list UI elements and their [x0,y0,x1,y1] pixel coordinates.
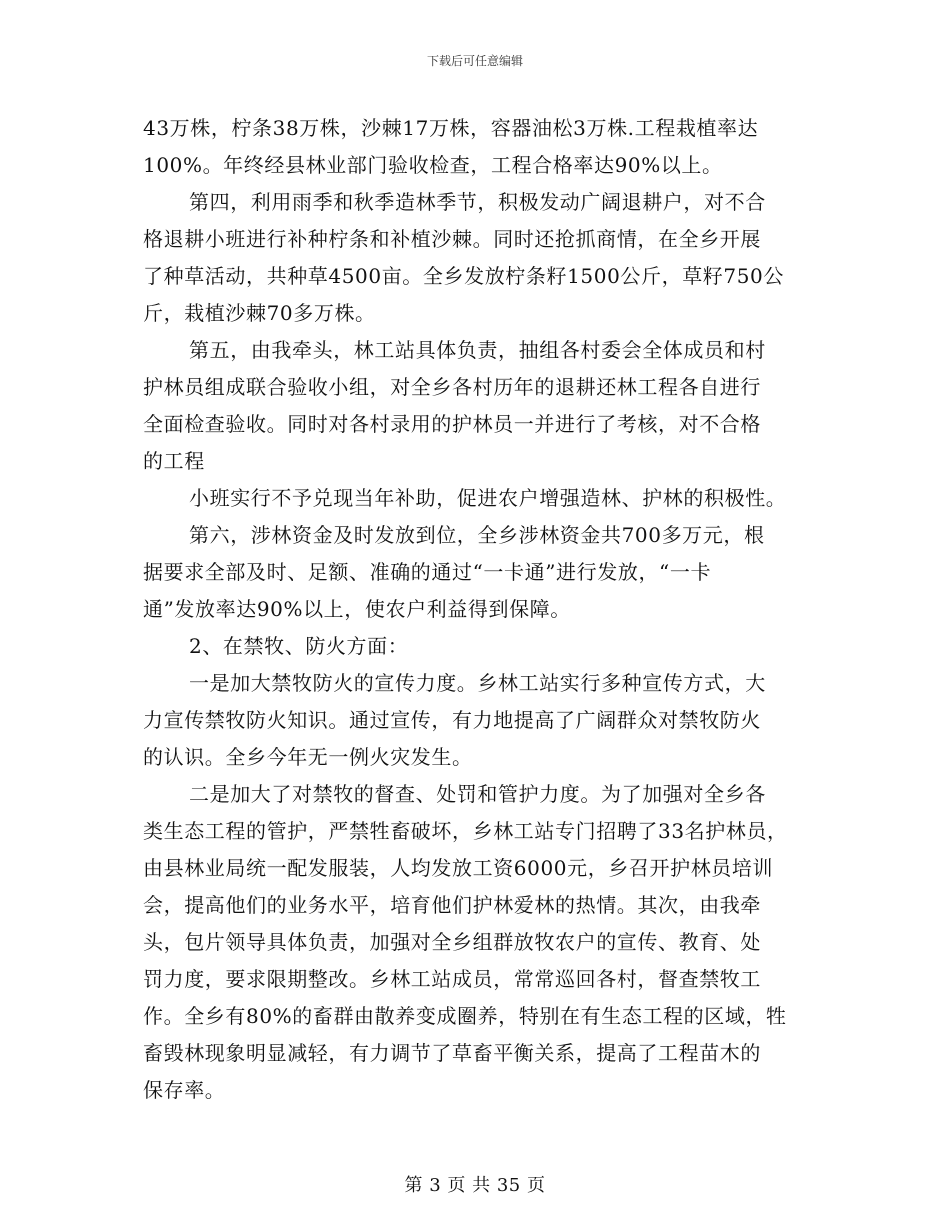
text-line: 全面检查验收。同时对各村录用的护林员一并进行了考核，对不合格 [143,412,761,436]
text-line: 第六，涉林资金及时发放到位，全乡涉林资金共700多万元，根 [189,523,765,547]
page-header: 下载后可任意编辑 [426,54,523,68]
text-line: 小班实行不予兑现当年补助，促进农户增强造林、护林的积极性。 [189,486,787,510]
text-line: 了种草活动，共种草4500亩。全乡发放柠条籽1500公斤，草籽750公 [143,264,784,288]
text-line: 会，提高他们的业务水平，培育他们护林爱林的热情。其次，由我牵 [143,893,761,917]
page-footer: 第 3 页 共 35 页 [404,1175,546,1196]
text-line: 格退耕小班进行补种柠条和补植沙棘。同时还抢抓商情，在全乡开展 [143,227,761,251]
text-line: 第五，由我牵头，林工站具体负责，抽组各村委会全体成员和村 [189,338,766,362]
section-heading: 2、在禁牧、防火方面： [189,634,409,658]
text-line: 的工程 [143,449,205,473]
text-line: 第四，利用雨季和秋季造林季节，积极发动广阔退耕户，对不合 [189,190,766,214]
document-body [143,110,813,1109]
text-line: 保存率。 [143,1078,226,1102]
text-line: 由县林业局统一配发服装，人均发放工资6000元，乡召开护林员培训 [143,856,774,880]
text-line: 通”发放率达90%以上，使农户利益得到保障。 [143,597,571,621]
text-line: 畜毁林现象明显减轻，有力调节了草畜平衡关系，提高了工程苗木的 [143,1041,761,1065]
text-line: 罚力度，要求限期整改。乡林工站成员，常常巡回各村，督查禁牧工 [143,967,761,991]
text-line: 类生态工程的管护，严禁牲畜破坏，乡林工站专门招聘了33名护林员， [143,819,788,843]
text-line: 43万株，柠条38万株，沙棘17万株，容器油松3万株.工程栽植率达 [143,116,759,140]
text-line: 斤，栽植沙棘70多万株。 [143,301,376,325]
text-line: 100%。年终经县林业部门验收检查，工程合格率达90%以上。 [143,153,723,177]
text-line: 力宣传禁牧防火知识。通过宣传，有力地提高了广阔群众对禁牧防火 [143,708,761,732]
text-line: 据要求全部及时、足额、准确的通过“一卡通”进行发放，“一卡 [143,560,712,584]
text-line: 头，包片领导具体负责，加强对全乡组群放牧农户的宣传、教育、处 [143,930,761,954]
text-line: 一是加大禁牧防火的宣传力度。乡林工站实行多种宣传方式，大 [189,671,766,695]
text-line: 作。全乡有80%的畜群由散养变成圈养，特别在有生态工程的区域，牲 [143,1004,787,1028]
text-line: 护林员组成联合验收小组，对全乡各村历年的退耕还林工程各自进行 [143,375,761,399]
text-line: 二是加大了对禁牧的督查、处罚和管护力度。为了加强对全乡各 [189,782,766,806]
text-line: 的认识。全乡今年无一例火灾发生。 [143,745,473,769]
